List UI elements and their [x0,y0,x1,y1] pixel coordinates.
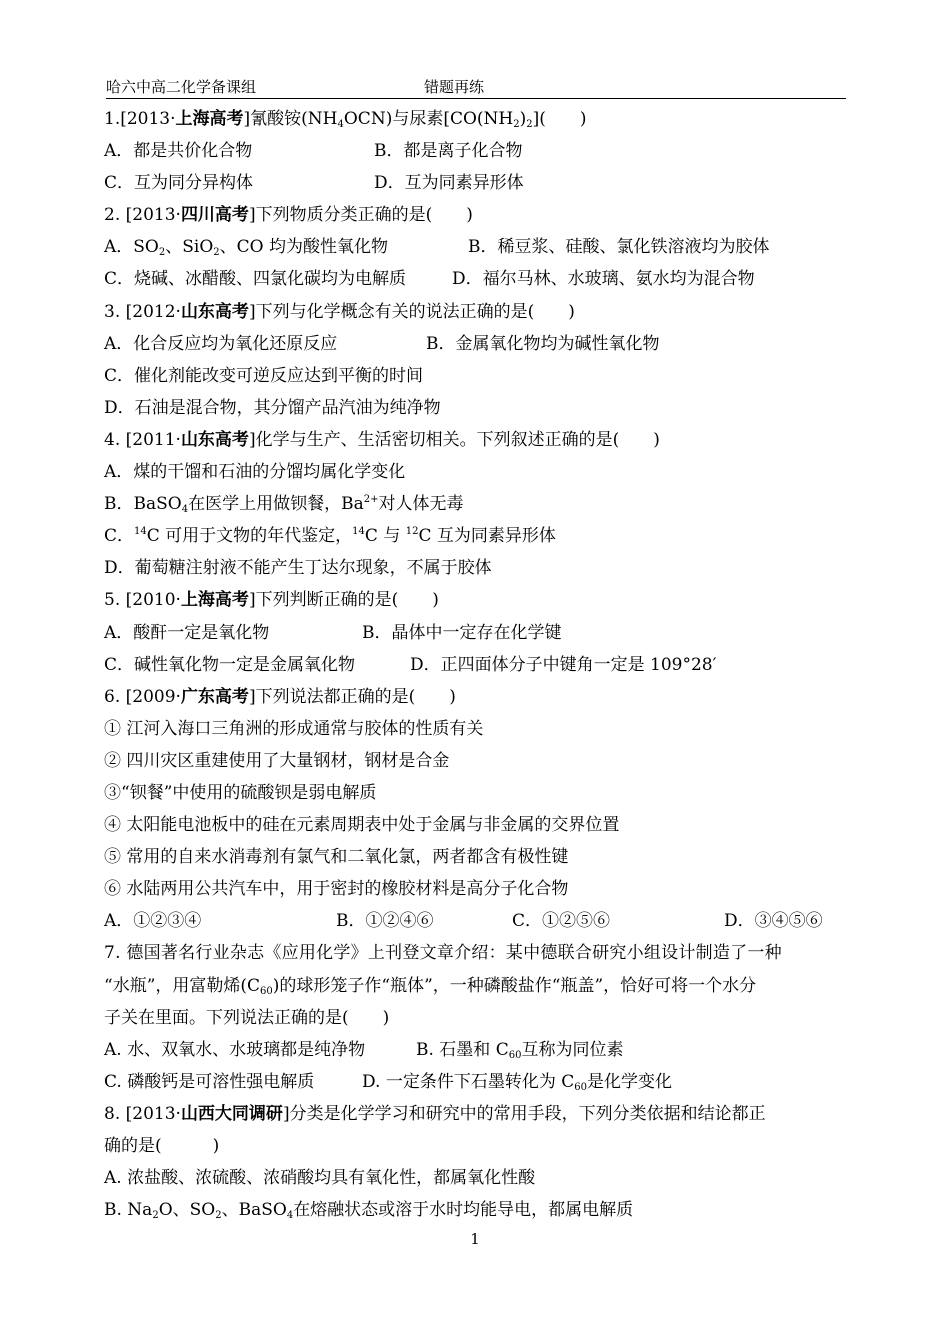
option-d: D. 一定条件下石墨转化为 $C_{60}$是化学变化 [362,1071,672,1093]
question-6-statement: ③“钡餐”中使用的硫酸钡是弱电解质 [104,782,377,803]
question-source: 上海高考 [180,590,249,611]
option-c: C．互为同分异构体 [104,173,254,194]
option-b: B．稀豆浆、硅酸、氯化铁溶液均为胶体 [468,237,770,258]
question-source: 上海高考 [175,109,244,129]
question-7-options-ab [104,1034,846,1066]
question-source: 山东高考 [180,301,249,322]
question-5-options-ab [104,617,846,649]
question-6-statement: ④ 太阳能电池板中的硅在元素周期表中处于金属与非金属的交界位置 [104,815,620,836]
question-2-options-cd [104,263,846,295]
question-2-options-ab [104,231,846,263]
question-4-option-a: A．煤的干馏和石油的分馏均属化学变化 [104,462,406,483]
question-7-options-cd [104,1066,846,1098]
question-7-stem-line-1: 7. 德国著名行业杂志《应用化学》上刊登文章介绍：某中德联合研究小组设计制造了一种 [104,943,782,964]
question-8-option-a: A. 浓盐酸、浓硫酸、浓硝酸均具有氧化性，都属氧化性酸 [104,1168,536,1189]
question-4-stem: 4. [2011·山东高考]化学与生产、生活密切相关。下列叙述正确的是( ) [104,429,660,450]
question-2-stem: 2. [2013·四川高考]下列物质分类正确的是( ) [104,205,473,226]
question-6-stem: 6. [2009·广东高考]下列说法都正确的是( ) [104,686,456,707]
option-c: C．烧碱、冰醋酸、四氯化碳均为电解质 [104,269,407,290]
option-b: B．都是离子化合物 [374,141,523,162]
option-d: D．③④⑤⑥ [724,911,823,932]
question-4-option-b: B．BaSO$_4$在医学上用做钡餐，$Ba^{2+}$对人体无毒 [104,494,464,516]
question-source: 广东高考 [180,686,249,707]
header-group-name: 哈六中高二化学备课组 [106,78,257,96]
option-c: C．碱性氧化物一定是金属氧化物 [104,654,356,675]
option-d: D．福尔马林、水玻璃、氨水均为混合物 [452,269,755,290]
question-1-options-cd [104,167,846,199]
question-6-statement: ② 四川灾区重建使用了大量钢材，钢材是合金 [104,750,450,771]
question-7-stem-line-2: “水瓶”，用富勒烯$(C_{60})$的球形笼子作“瓶体”，一种磷酸盐作“瓶盖”，恰好可将一个水分 [104,975,757,997]
option-b: B. 石墨和 $C_{60}$互称为同位素 [416,1039,624,1061]
question-3-option-d: D．石油是混合物，其分馏产品汽油为纯净物 [104,397,441,418]
header-title: 错题再练 [424,78,485,96]
question-1-options-ab [104,135,846,167]
option-b: B．晶体中一定存在化学键 [362,622,562,643]
option-b: B．金属氧化物均为碱性氧化物 [426,333,660,354]
page-header [106,76,846,99]
question-6-options [104,905,846,937]
question-6-statement: ① 江河入海口三角洲的形成通常与胶体的性质有关 [104,718,484,739]
question-3-options-ab [104,328,846,360]
option-c: C. 磷酸钙是可溶性强电解质 [104,1071,315,1092]
question-8-option-b: B. $Na_2O$、$SO_2$、BaSO$_4$在熔融状态或溶于水时均能导电，都属电解质 [104,1200,634,1222]
question-8-stem-line-2: 确的是( ) [104,1136,220,1156]
option-b: B．①②④⑥ [336,911,434,932]
option-a: A．酸酐一定是氧化物 [104,622,270,643]
question-6-statement: ⑤ 常用的自来水消毒剂有氯气和二氧化氯，两者都含有极性键 [104,847,569,868]
question-4-option-c: C．$^{14}$C 可用于文物的年代鉴定，$^{14}$C 与 $^{12}$C 互为同素异形体 [104,526,556,547]
question-list [104,103,846,1226]
option-d: D．互为同素异形体 [374,173,524,194]
option-a: A．$SO_2$、SiO$_2$、CO 均为酸性氧化物 [104,237,389,259]
question-source: 四川高考 [180,205,249,226]
question-4-option-d: D．葡萄糖注射液不能产生丁达尔现象，不属于胶体 [104,558,492,579]
option-d: D．正四面体分子中键角一定是 109°28′ [410,654,717,675]
question-6-statement: ⑥ 水陆两用公共汽车中，用于密封的橡胶材料是高分子化合物 [104,879,569,900]
question-1-stem: 1.[2013·上海高考]氰酸铵$(NH_4OCN)$与尿素$[CO(NH_2)_2]$( ) [104,109,587,130]
option-a: A. 水、双氧水、水玻璃都是纯净物 [104,1039,366,1060]
option-c: C．①②⑤⑥ [512,911,611,932]
question-3-stem: 3. [2012·山东高考]下列与化学概念有关的说法正确的是( ) [104,301,575,322]
page-number: 1 [470,1230,480,1248]
option-a: A．都是共价化合物 [104,141,253,162]
option-a: A．化合反应均为氧化还原反应 [104,333,338,354]
question-5-options-cd [104,649,846,681]
question-8-stem: 8. [2013·山西大同调研]分类是化学学习和研究中的常用手段，下列分类依据和结论都正 [104,1103,766,1124]
option-a: A．①②③④ [104,911,202,932]
question-7-stem-line-3: 子关在里面。下列说法正确的是( ) [104,1007,390,1028]
question-3-option-c: C．催化剂能改变可逆反应达到平衡的时间 [104,365,424,386]
question-source: 山西大同调研 [180,1103,283,1124]
question-5-stem: 5. [2010·上海高考]下列判断正确的是( ) [104,590,439,611]
question-source: 山东高考 [180,429,249,450]
